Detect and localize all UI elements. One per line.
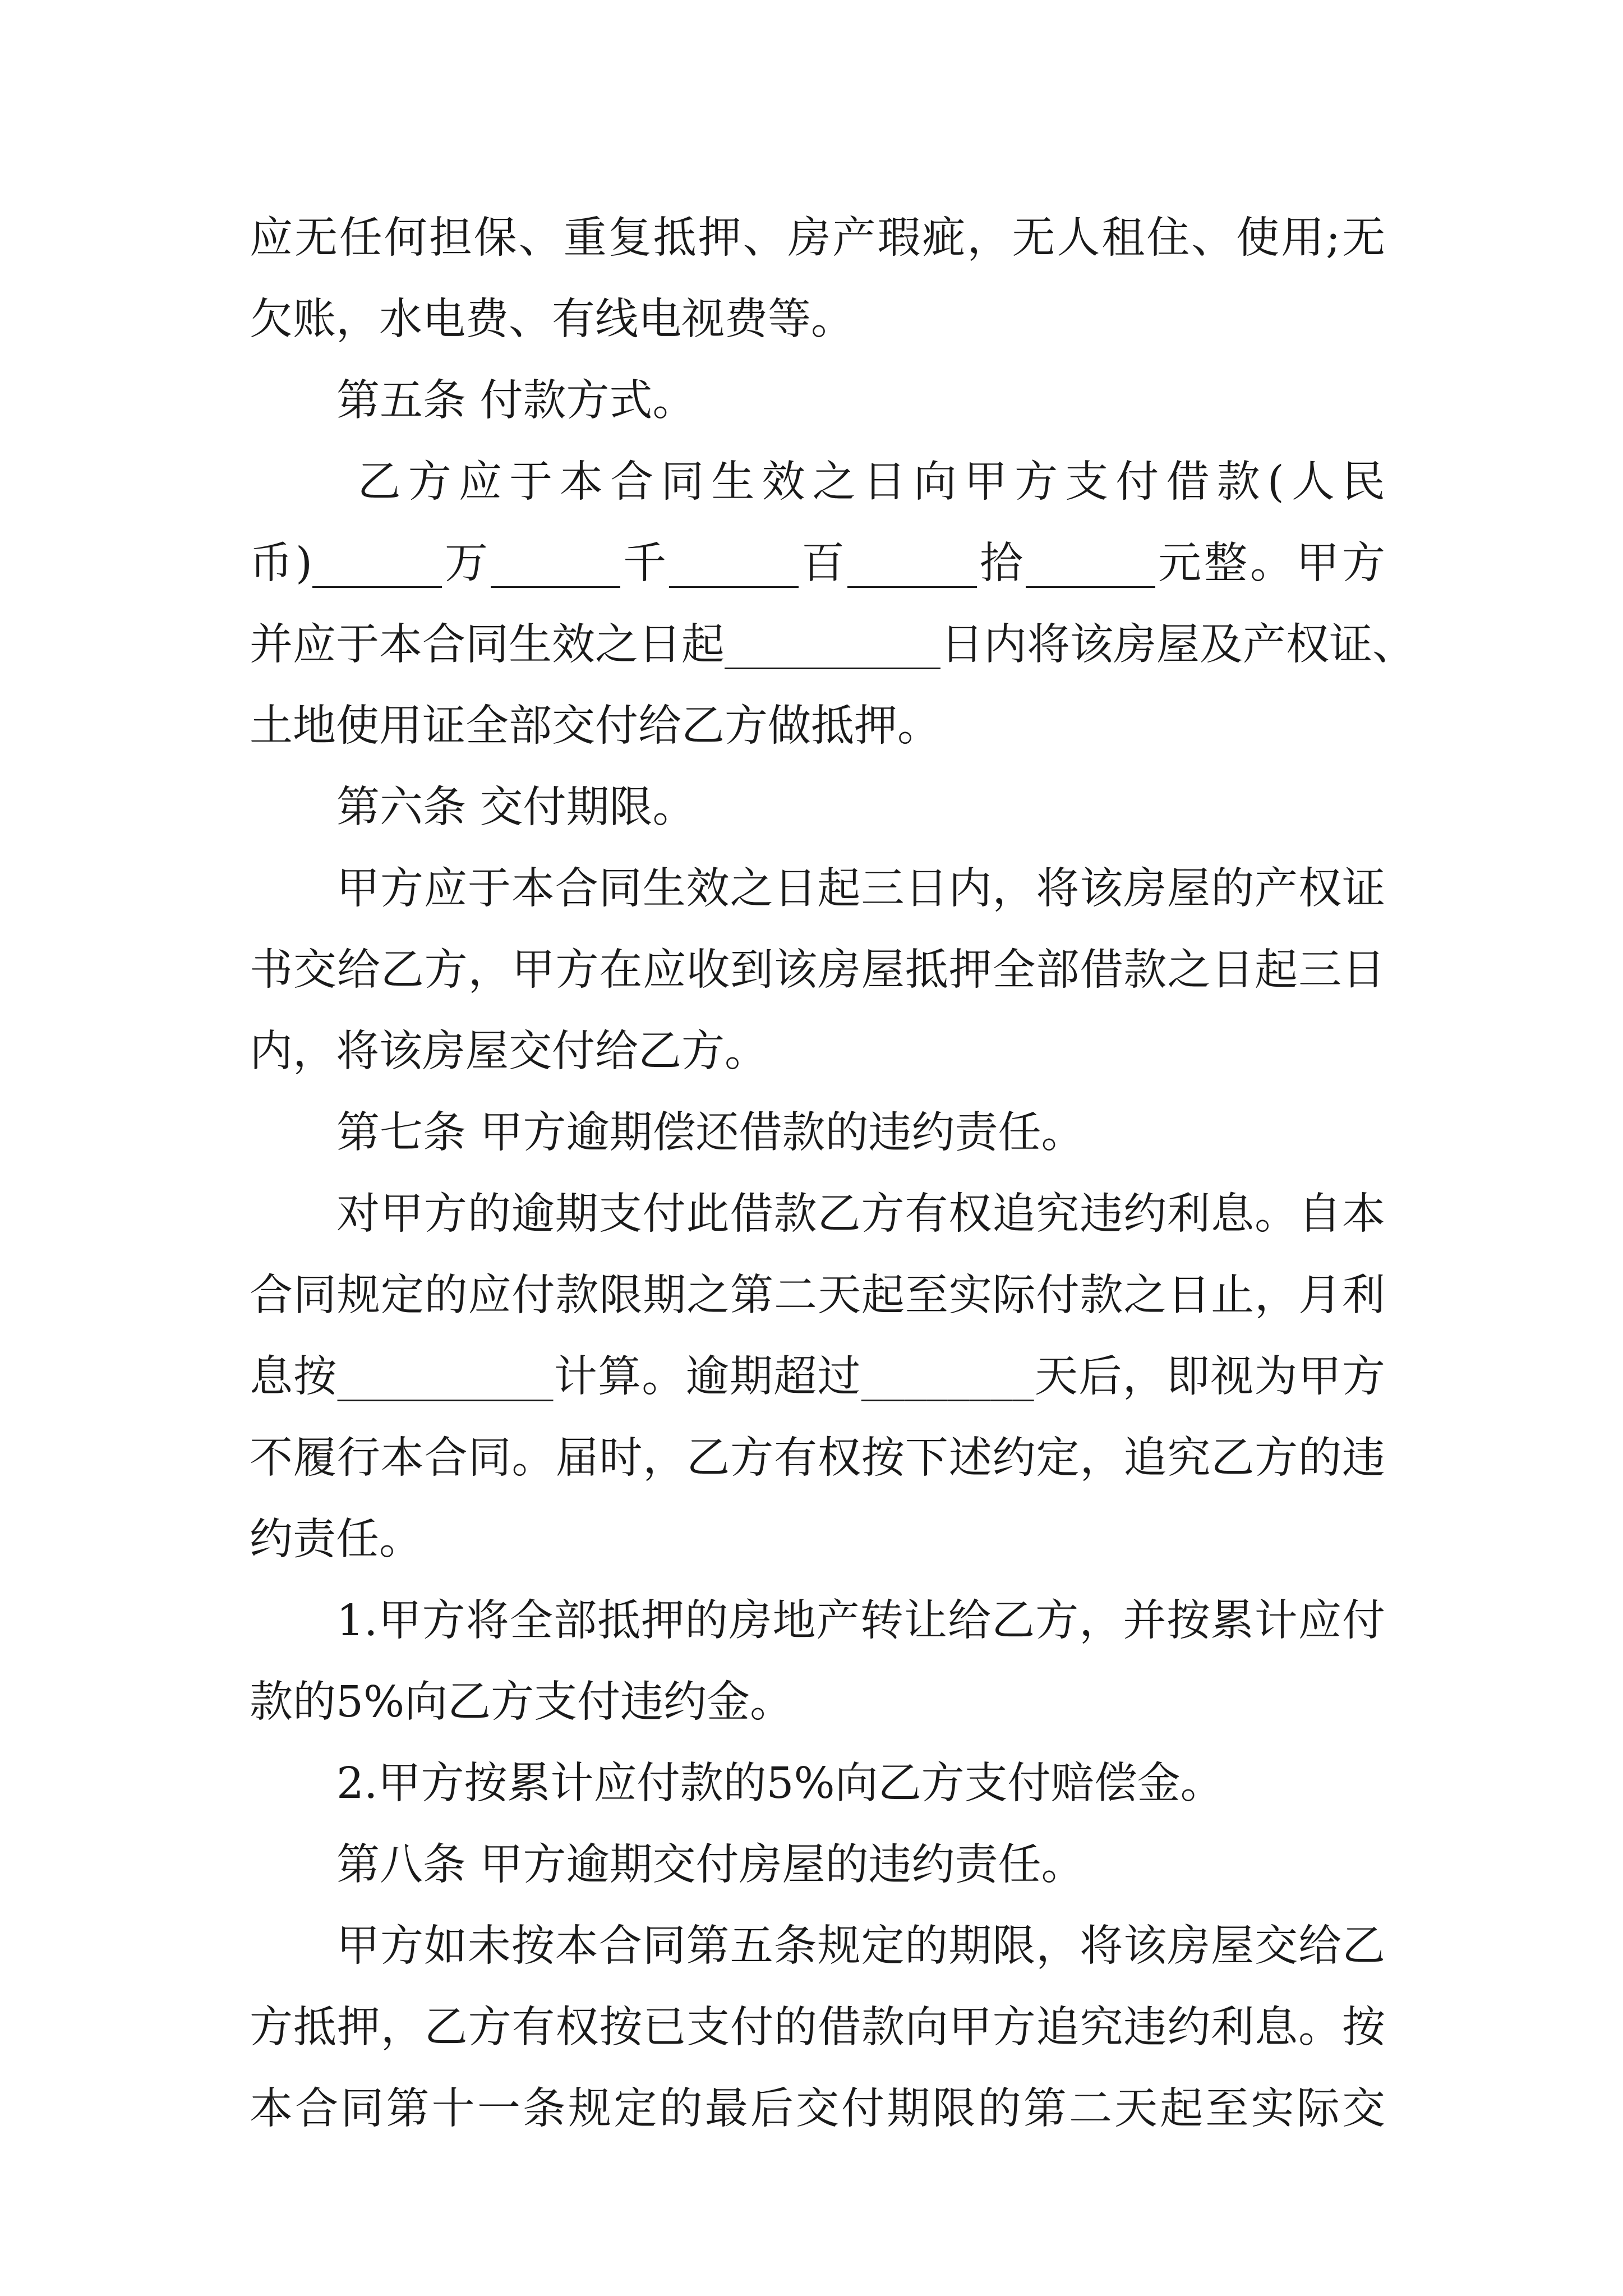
text-line: 息按__________计算。逾期超过________天后，即视为甲方 [250,1352,1385,1402]
text-line: 土地使用证全部交付给乙方做抵押。 [250,701,940,751]
text-line: 甲方应于本合同生效之日起三日内，将该房屋的产权证 [336,864,1385,914]
article-heading: 第七条 甲方逾期偿还借款的违约责任。 [336,1108,1085,1158]
list-item: 2.甲方按累计应付款的5%向乙方支付赔偿金。 [336,1759,1224,1809]
text-line: 不履行本合同。届时，乙方有权按下述约定，追究乙方的违 [250,1433,1385,1483]
text-line: 方抵押，乙方有权按已支付的借款向甲方追究违约利息。按 [250,2003,1385,2053]
text-line: 内，将该房屋交付给乙方。 [250,1027,768,1076]
text-line: 甲方如未按本合同第五条规定的期限，将该房屋交给乙 [336,1921,1385,1971]
text-line: 应无任何担保、重复抵押、房产瑕疵，无人租住、使用;无 [250,213,1385,263]
text-line: 合同规定的应付款限期之第二天起至实际付款之日止，月利 [250,1271,1385,1320]
text-line: 币)______万______千______百______拾______元整。甲方 [250,539,1385,588]
text-line: 款的5%向乙方支付违约金。 [250,1677,794,1727]
text-line: 本合同第十一条规定的最后交付期限的第二天起至实际交 [250,2084,1385,2134]
article-heading: 第五条 付款方式。 [336,376,696,426]
article-heading: 第六条 交付期限。 [336,783,696,832]
text-line: 乙方应于本合同生效之日向甲方支付借款(人民 [336,457,1385,507]
article-heading: 第八条 甲方逾期交付房屋的违约责任。 [336,1840,1085,1890]
text-line: 对甲方的逾期支付此借款乙方有权追究违约利息。自本 [336,1189,1385,1239]
text-line: 书交给乙方，甲方在应收到该房屋抵押全部借款之日起三日 [250,945,1385,995]
list-item: 1.甲方将全部抵押的房地产转让给乙方，并按累计应付 [336,1596,1385,1646]
text-line: 并应于本合同生效之日起__________日内将该房屋及产权证、 [250,620,1415,670]
text-line: 约责任。 [250,1515,422,1565]
text-line: 欠账，水电费、有线电视费等。 [250,295,854,344]
